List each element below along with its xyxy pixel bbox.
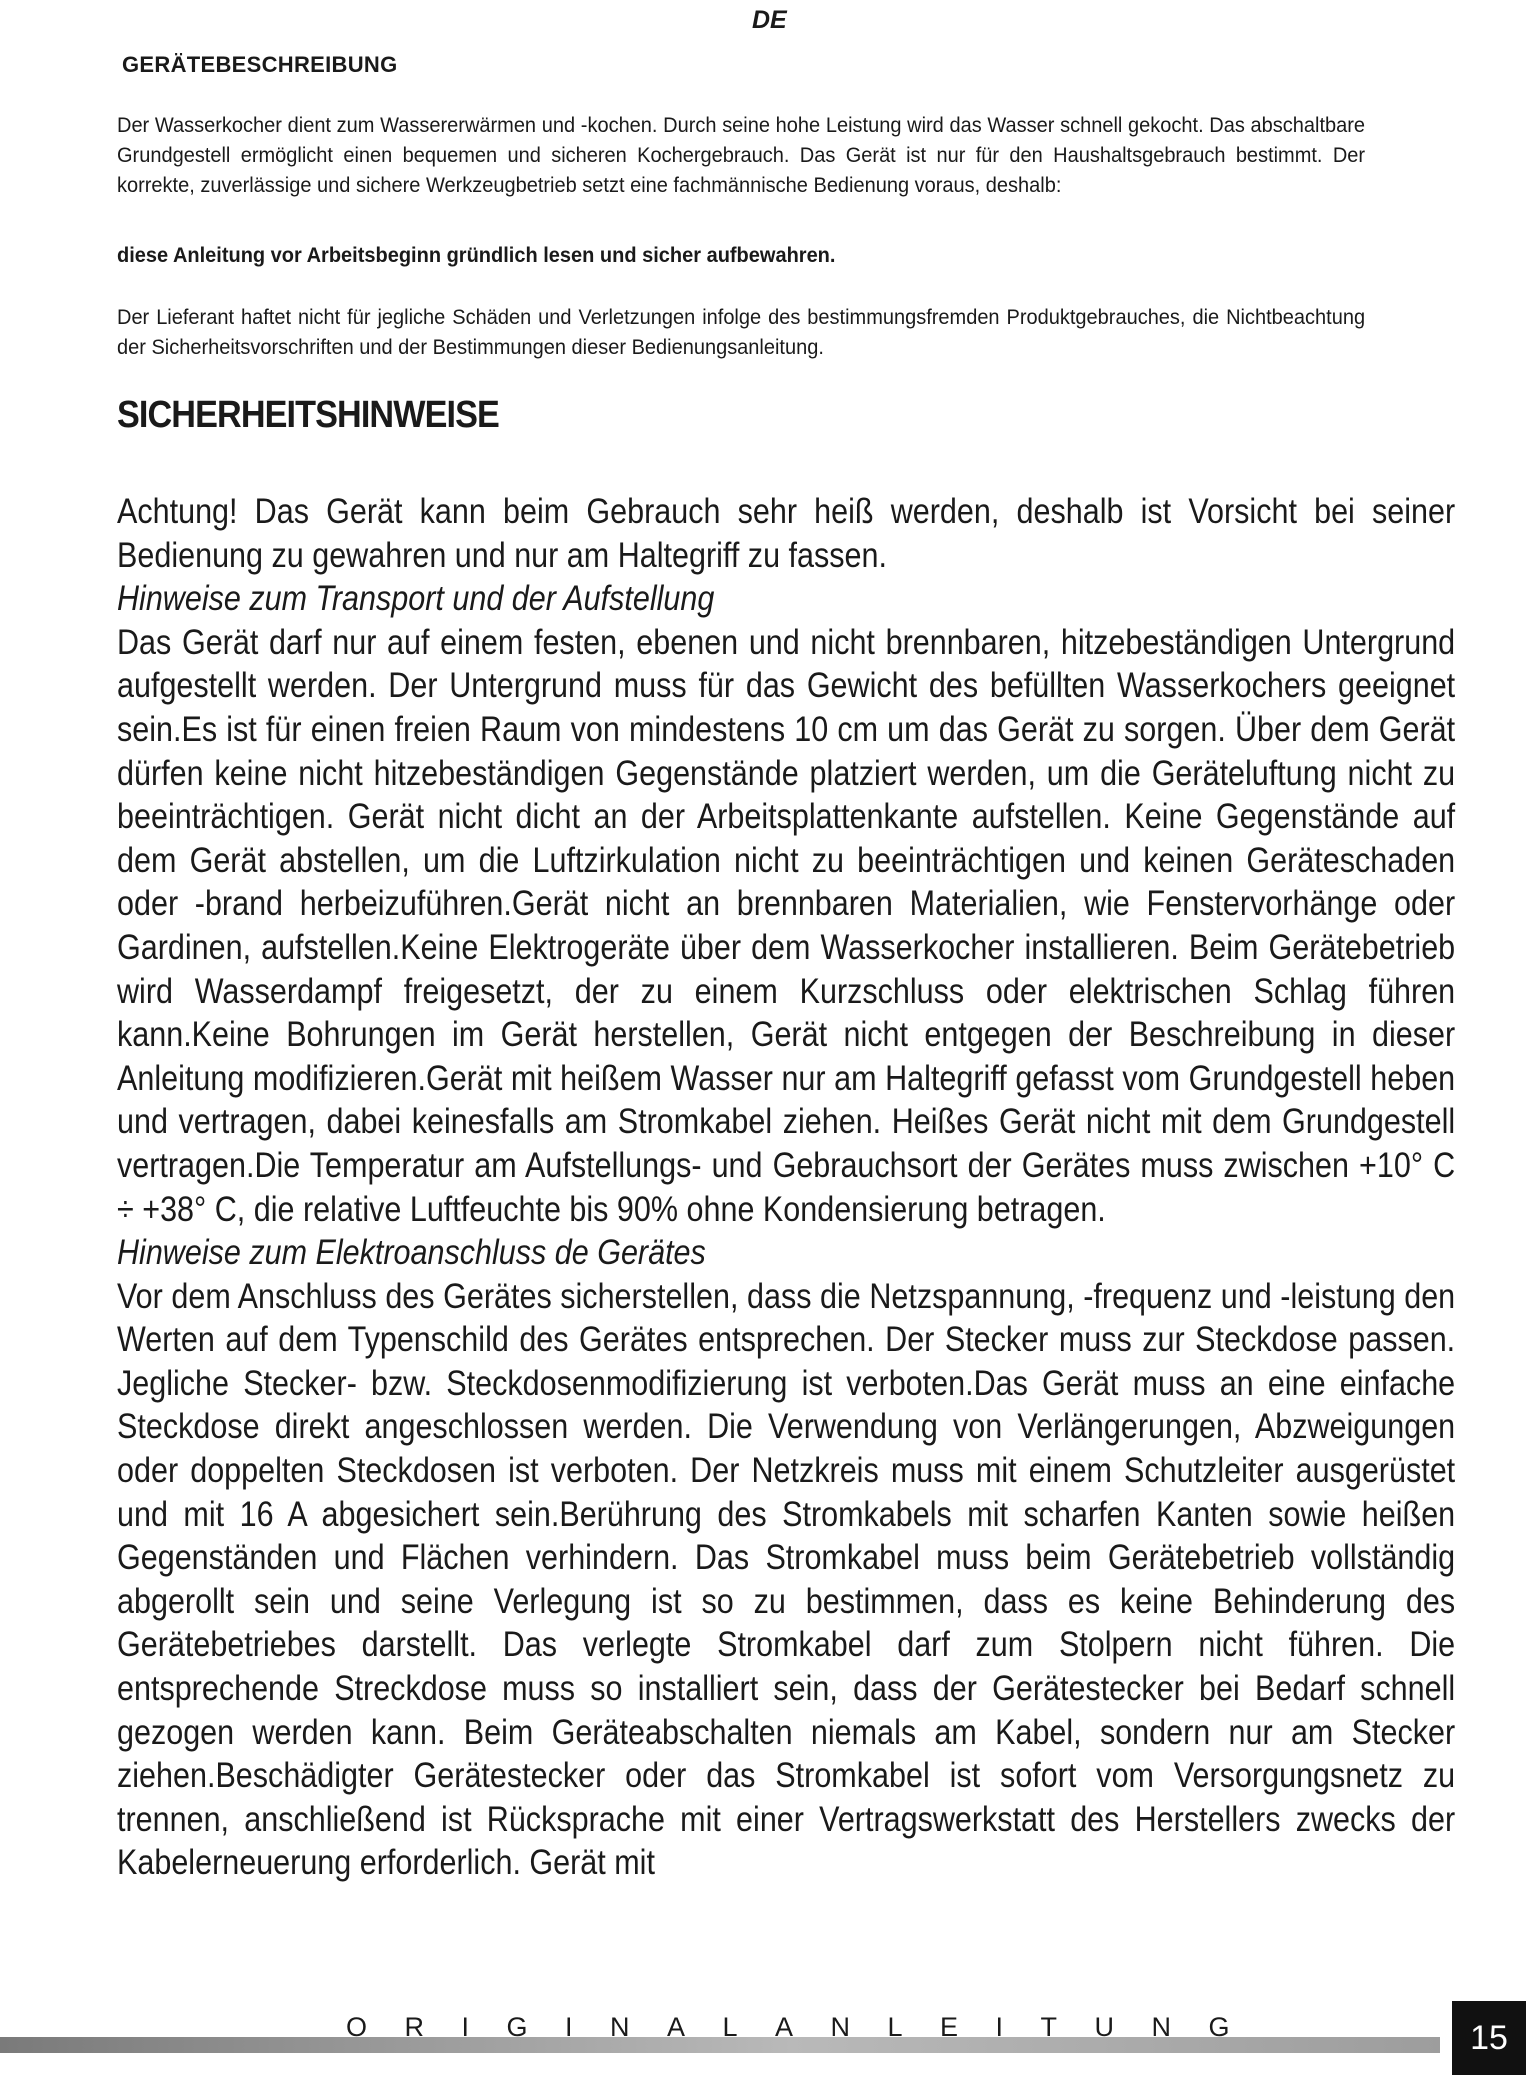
safety-body [117,490,1455,1885]
page-number: 15 [1452,2001,1526,2075]
liability-paragraph: Der Lieferant haftet nicht für jegliche Schäden und Verletzungen infolge des bestimmungsfremden Produktgebrauches, die Nichtbeachtung der Sicherheitsvorschriften und der Bestimmungen dieser Bedienungsanleitung. [117,305,1366,359]
intro-paragraph: Der Wasserkocher dient zum Wassererwärmen und -kochen. Durch seine hohe Leistung wird das Wasser schnell gekocht. Das abschaltbare Grundgestell ermöglicht einen bequemen und sicheren Kochergebrauch. Das Gerät ist nur für den Haushaltsgebrauch bestimmt. Der korrekte, zuverlässige und sichere Werkzeugbetrieb setzt eine fachmännische Bedienung voraus, deshalb: [117,113,1366,197]
section-title-device-description: GERÄTEBESCHREIBUNG [122,52,398,77]
section-title-safety: SICHERHEITSHINWEISE [117,394,499,436]
language-label: DE [752,6,787,34]
subheading-transport: Hinweise zum Transport und der Aufstellung [117,578,715,619]
transport-paragraph: Das Gerät darf nur auf einem festen, ebenen und nicht brennbaren, hitzebeständigen Untergrund aufgestellt werden. Der Untergrund muss für das Gewicht des befüllten Wasserkochers geeignet sein.Es ist für einen freien Raum von mindestens 10 cm um das Gerät zu sorgen. Über dem Gerät dürfen keine nicht hitzebeständigen Gegenstände platziert werden, um die Geräteluftung nicht zu beeinträchtigen. Gerät nicht dicht an der Arbeitsplattenkante aufstellen. Keine Gegenstände auf dem Gerät abstellen, um die Luftzirkulation nicht zu beeinträchtigen und keinen Geräteschaden oder -brand herbeizuführen.Gerät nicht an brennbaren Materialien, wie Fenstervorhänge oder Gardinen, aufstellen.Keine Elektrogeräte über dem Wasserkocher installieren. Beim Gerätebetrieb wird Wasserdampf freigesetzt, der zu einem Kurzschluss oder elektrischen Schlag führen kann.Keine Bohrungen im Gerät herstellen, Gerät nicht entgegen der Beschreibung in dieser Anleitung modifizieren.Gerät mit heißem Wasser nur am Haltegriff gefasst vom Grundgestell heben und vertragen, dabei keinesfalls am Stromkabel ziehen. Heißes Gerät nicht mit dem Grundgestell vertragen.Die Temperatur am Aufstellungs- und Gebrauchsort der Gerätes muss zwischen +10° C ÷ +38° C, die relative Luftfeuchte bis 90% ohne Kondensierung betragen. [117,621,1456,1229]
subheading-electrical: Hinweise zum Elektroanschluss de Gerätes [117,1232,706,1273]
bold-instruction: diese Anleitung vor Arbeitsbeginn gründlich lesen und sicher aufbewahren. [117,243,836,267]
warning-paragraph: Achtung! Das Gerät kann beim Gebrauch sehr heiß werden, deshalb ist Vorsicht bei seiner Bedienung zu gewahren und nur am Haltegriff zu fassen. [117,491,1456,575]
footer-label: ORIGINALANLEITUNG [346,2012,1268,2042]
electrical-paragraph: Vor dem Anschluss des Gerätes sicherstellen, dass die Netzspannung, -frequenz und -leistung den Werten auf dem Typenschild des Gerätes entsprechen. Der Stecker muss zur Steckdose passen. Jegliche Stecker- bzw. Steckdosenmodifizierung ist verboten.Das Gerät muss an eine einfache Steckdose direkt angeschlossen werden. Die Verwendung von Verlängerungen, Abzweigungen oder doppelten Steckdosen ist verboten. Der Netzkreis muss mit einem Schutzleiter ausgerüstet und mit 16 A abgesichert sein.Berührung des Stromkabels mit scharfen Kanten sowie heißen Gegenständen und Flächen verhindern. Das Stromkabel muss beim Gerätebetrieb vollständig abgerollt sein und seine Verlegung ist so zu bestimmen, dass es keine Behinderung des Gerätebetriebes darstellt. Das verlegte Stromkabel darf zum Stolpern nicht führen. Die entsprechende Streckdose muss so installiert sein, dass der Gerätestecker bei Bedarf schnell gezogen werden kann. Beim Geräteabschalten niemals am Kabel, sondern nur am Stecker ziehen.Beschädigter Gerätestecker oder das Stromkabel ist sofort vom Versorgungsnetz zu trennen, anschließend ist Rücksprache mit einer Vertragswerkstatt des Herstellers zwecks der Kabelerneuerung erforderlich. Gerät mit [117,1275,1456,1883]
